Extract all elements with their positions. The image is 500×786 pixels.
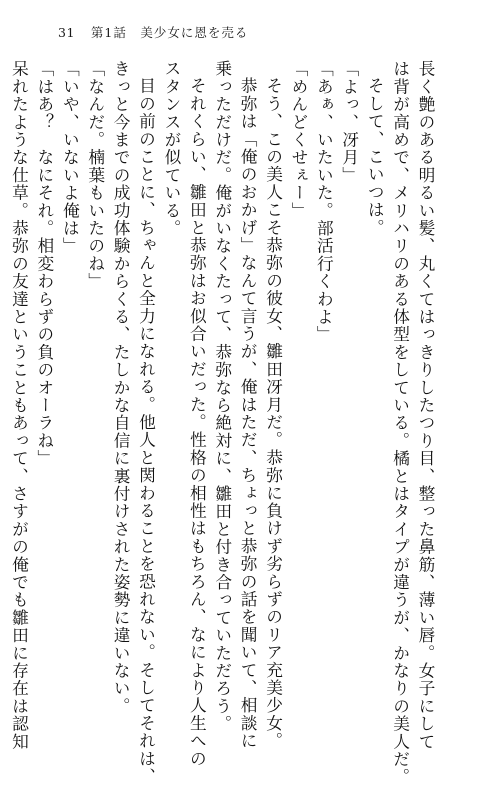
text-line: きっと今までの成功体験からくる、たしかな自信に裏付けされた姿勢に違いない。 bbox=[111, 60, 132, 715]
text-line: 「いや、いないよ俺は」 bbox=[60, 60, 81, 255]
text-line: スタンスが似ている。 bbox=[161, 60, 182, 237]
text-line: 乗っただけだ。俺がいなくたって、恭弥なら絶対に、雛田と付き合っていただろう。 bbox=[212, 60, 233, 733]
text-line: 呆れたような仕草。恭弥の友達ということもあって、さすがの俺でも雛田に存在は認知 bbox=[9, 60, 30, 751]
text-line: 「あぁ、いたいた。部活行くわよ」 bbox=[314, 60, 335, 344]
text-line: 「はあ？ なにそれ。相変わらずの負のオーラね」 bbox=[34, 60, 55, 468]
text-line: 長く艶のある明るい髪、丸くてはっきりしたつり目、整った鼻筋、薄い唇。女子にして bbox=[416, 60, 436, 751]
text-line: それくらい、雛田と恭弥はお似合いだった。性格の相性はもちろん、なにより人生への bbox=[187, 76, 208, 767]
text-line: は背が高めで、メリハリのある体型をしている。橘とはタイプが違うが、かなりの美人だ。 bbox=[390, 60, 411, 786]
text-line: そして、こいつは。 bbox=[365, 76, 386, 236]
chapter-title: 第1話 美少女に恩を売る bbox=[90, 25, 249, 40]
body-text bbox=[9, 60, 438, 786]
text-line: 「なんだ。楠葉もいたのね」 bbox=[85, 60, 106, 291]
page-number: 31 bbox=[58, 24, 75, 40]
text-line: 目の前のことに、ちゃんと全力になれる。他人と関わることを恐れない。そしてそれは、 bbox=[136, 76, 157, 785]
text-line: 「よっ、冴月」 bbox=[339, 60, 360, 184]
text-line: そう、この美人こそ恭弥の彼女、雛田冴月だ。恭弥に負けず劣らずのリア充美少女。 bbox=[263, 76, 284, 750]
text-line: 恭弥は「俺のおかげ」なんて言うが、俺はただ、ちょっと恭弥の話を聞いて、相談に bbox=[238, 76, 259, 750]
text-line: 「めんどくせぇー」 bbox=[288, 60, 309, 220]
page-header bbox=[58, 22, 248, 42]
